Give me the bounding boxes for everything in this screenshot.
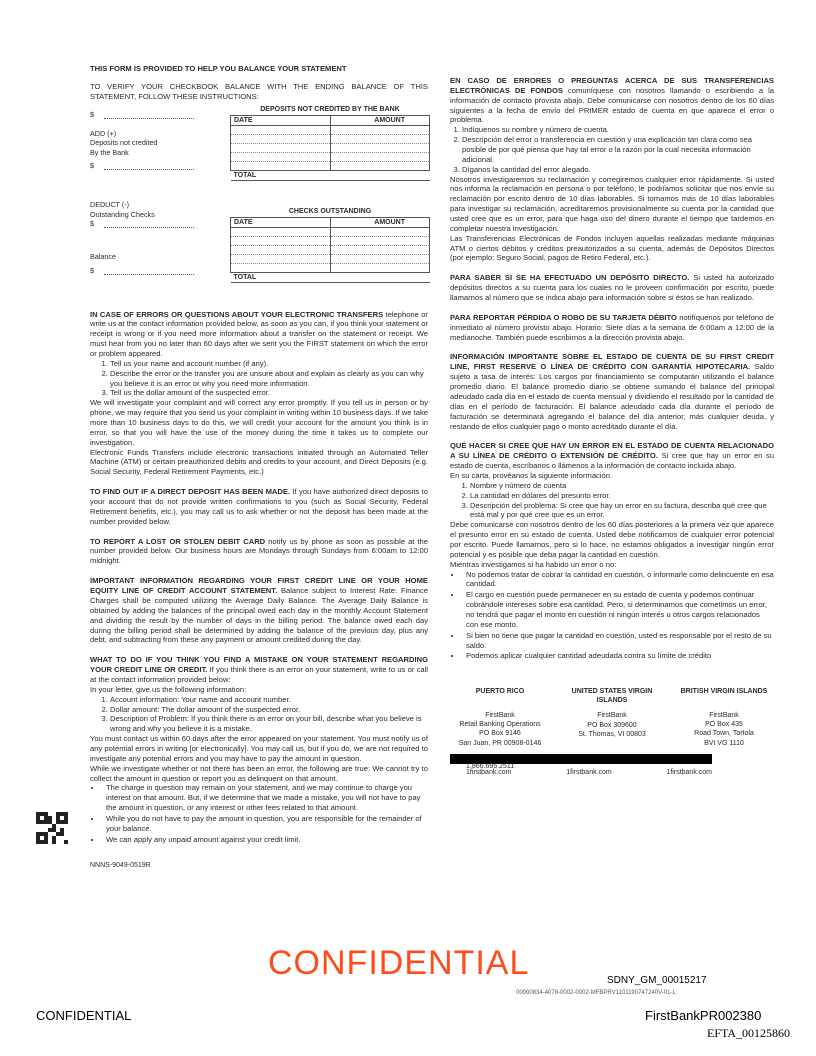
mistake-investigate: While we investigate whether or not there has been an error, the following are true: We cannot try to collect the amount in question or report you as delinquent on that amount. [90, 763, 428, 783]
bates-number: SDNY_GM_00015217 [607, 975, 707, 986]
table-cell [330, 135, 430, 144]
amount-line [104, 227, 194, 228]
list-item: • Podemos aplicar cualquier cantidad adeudada contra su límite de crédito [462, 651, 774, 661]
branch-name: PUERTO RICO [475, 688, 525, 696]
balance-worksheet [90, 104, 428, 304]
date-header: DATE [231, 218, 331, 228]
list-item: 1. Tell us your name and account number (if any). [110, 359, 428, 369]
deposit-body: If you have authorized direct deposits to your account that do not provide written confirmations to you (such as Social Security, Federal Retirement benefits, etc.), you may call us to ask whether or not the deposit has been made at the number provided below. [90, 487, 428, 526]
errors-steps-es [462, 125, 774, 174]
mistake-section-es [450, 441, 774, 471]
deposit-section [90, 487, 428, 526]
list-item: 3. Tell us the dollar amount of the suspected error. [110, 388, 428, 398]
list-item: 3. Description of Problem: If you think there is an error on your bill, describe what you believe is wrong and why you believe it is a mistake. [110, 714, 428, 734]
address-line: St. Thomas, VI 00803 [578, 730, 646, 738]
errors-after: We will investigate your complaint and will correct any error promptly. If you tell us in person or by phone, we may require that you send us your complaint in writing within 10 business days. If we take more than 10 business days to do this, we will credit your account for the amount you think is in error, so that you will have the use of the money during the time it takes us to complete our investigation. [90, 398, 428, 447]
table-cell [231, 264, 331, 273]
mistake-letter-es: En su carta, provéanos la siguiente información. [450, 470, 613, 480]
mistake-body: If you think there is an error on your statement, write to us or call at the contact information provided below: [90, 665, 428, 684]
branch-name: UNITED STATES VIRGIN ISLANDS [571, 688, 653, 705]
table-cell [231, 153, 331, 162]
intro-text: TO VERIFY YOUR CHECKBOOK BALANCE WITH THE ENDING BALANCE OF THIS STATEMENT, FOLLOW THESE INSTRUCTIONS: [90, 81, 428, 101]
address-line: Retail Banking Operations [459, 721, 541, 729]
list-item: 1. Nombre y número de cuenta [470, 481, 774, 491]
errors-section-es [450, 76, 774, 125]
table-cell [231, 228, 331, 237]
table-cell [231, 135, 331, 144]
deposits-title: DEPOSITS NOT CREDITED BY THE BANK [231, 104, 430, 116]
address-line: PO Box 9146 [479, 730, 521, 738]
table-cell [231, 144, 331, 153]
bank-id: FirstBankPR002380 [645, 1008, 762, 1023]
errors-after-es: Nosotros investigaremos su reclamación y corregiremos cualquier error rápidamente. Si usted nos informa la reclamación en persona o por teléfono, le podríamos solicitar que nos envíe su reclamación por escrito dentro de 10 días laborables. Si tomamos más de 10 días laborables para investigar su reclamación, acreditaremos provisionalmente su cuenta por la cantidad que usted cree que es un error, para que haga uso del dinero durante el tiempo que tardemos en completar nuestra investigación. [450, 174, 774, 233]
add-desc: Deposits not credited By the Bank [90, 138, 158, 157]
form-code: NNNS-9049-0519R [90, 861, 151, 869]
english-column [90, 64, 428, 870]
lost-card-title: TO REPORT A LOST OR STOLEN DEBIT CARD [90, 536, 266, 546]
address-line: FirstBank [597, 712, 627, 720]
list-item: • While you do not have to pay the amount in question, you are responsible for the remainder of your balance. [102, 814, 428, 834]
dollar-sign: $ [90, 161, 94, 171]
form-heading: THIS FORM IS PROVIDED TO HELP YOU BALANCE YOUR STATEMENT [90, 64, 347, 73]
list-item: 2. Describe the error or the transfer you are unsure about and explain as clearly as you can why you believe it is an error or why you need more information. [110, 369, 428, 389]
errors-section [90, 310, 428, 359]
lost-card-section-es [450, 313, 774, 343]
deposit-body-es: Si usted ha autorizado depósitos directos a su cuenta para los cuales no le proveen confirmación por escrito, puede llamarnos al número que se indica abajo para información sobre si éstos se han realizado. [450, 273, 774, 303]
errors-body: telephone or write us at the contact information provided below, as soon as you can, if you think your statement or receipt is wrong or if you need more information about a transfer on the statement or receipt. We must hear from you no later than 60 days after we sent you the FIRST statement on which the error or problem appeared. [90, 309, 428, 359]
list-item: • No podemos tratar de cobrar la cantidad en cuestión, o informarle como delincuente en esa cantidad. [462, 570, 774, 590]
amount-line [104, 169, 194, 170]
amount-line [104, 118, 194, 119]
confidential-stamp: CONFIDENTIAL [268, 944, 530, 982]
address-line: PO Box 435 [705, 721, 743, 729]
list-item: 2. La cantidad en dólares del presunto error. [470, 491, 774, 501]
deposits-table [230, 104, 430, 182]
branch-bvi [674, 687, 774, 747]
total-label: TOTAL [231, 171, 331, 181]
credit-line-title: IMPORTANT INFORMATION REGARDING YOUR FIRST CREDIT LINE OR YOUR HOME EQUITY LINE OF CREDIT ACCOUNT STATEMENT. [90, 576, 428, 596]
lost-card-title-es: PARA REPORTAR PÉRDIDA O ROBO DE SU TARJETA DÉBITO [450, 312, 677, 322]
mistake-investigate-es: Mientras investigamos si ha habido un error o no: [450, 559, 617, 569]
checks-table [230, 206, 430, 284]
balance-label: Balance [90, 252, 116, 262]
date-header: DATE [231, 116, 331, 126]
table-cell [231, 246, 331, 255]
list-item: 1. Account information: Your name and account number. [110, 695, 428, 705]
address-line: Road Town, Tortola [694, 730, 754, 738]
mistake-bullets-es [462, 570, 774, 662]
website-link: 1firstbank.com [666, 768, 712, 776]
mistake-steps-es [470, 481, 774, 520]
deduct-desc: Outstanding Checks [90, 209, 155, 219]
address-line: PO Box 309600 [587, 721, 637, 729]
table-cell [330, 144, 430, 153]
branch-usvi [562, 687, 662, 747]
deposit-section-es [450, 273, 774, 303]
amount-header: AMOUNT [330, 218, 430, 228]
branch-name: BRITISH VIRGIN ISLANDS [680, 688, 768, 696]
table-cell [231, 237, 331, 246]
table-cell [330, 273, 430, 283]
checks-title: CHECKS OUTSTANDING [231, 206, 430, 218]
dollar-sign: $ [90, 109, 94, 119]
document-code: 00000834-4078-0002-0002-MFBPRV1101190747240V-01-L [516, 990, 676, 996]
table-cell [330, 153, 430, 162]
worksheet-labels [90, 104, 222, 276]
lost-card-body: notify us by phone as soon as possible at the number provided below. Our business hours are Mondays through Sundays from 6:00am to 12:00 midnight. [90, 536, 428, 566]
credit-line-body: Balance subject to Interest Rate: Finance Charges shall be computed utilizing the Average Daily Balance. The Average Daily Balance is obtained by adding the balances of the principal owed each day in the monthly Account Statement and dividing the result by the number of days in the billing period. The balance owed each day during the billing period shall be determined by adding the balance of the previous day, plus any debt, and subtracting from these any payment or amount credited during the day. [90, 586, 428, 645]
list-item: 1. Indíquenos su nombre y número de cuenta. [462, 125, 774, 135]
table-cell [231, 126, 331, 135]
mistake-section [90, 655, 428, 685]
table-cell [330, 126, 430, 135]
mistake-bullets [102, 783, 428, 844]
list-item: 3. Descripción del problema: Si cree que hay un error en su factura, describa qué cree que está mal y por qué cree que es un error. [470, 501, 774, 521]
qr-code-icon [36, 812, 68, 844]
errors-steps [110, 359, 428, 398]
table-cell [231, 255, 331, 264]
list-item: • Si bien no tiene que pagar la cantidad en cuestión, usted es responsable por el resto de su saldo. [462, 631, 774, 651]
website-link: 1firstbank.com [466, 768, 512, 776]
dollar-sign: $ [90, 265, 94, 275]
table-cell [330, 171, 430, 181]
address-line: FirstBank [709, 712, 739, 720]
table-cell [330, 228, 430, 237]
deduct-label: DEDUCT (-) [90, 200, 129, 210]
list-item: 2. Descripción del error o transferencia en cuestión y una explicación tan clara como sea posible de por qué piensa que hay tal error o la razón por la cual necesita información adicional. [462, 135, 774, 165]
credit-line-section [90, 576, 428, 645]
list-item: 2. Dollar amount: The dollar amount of the suspected error. [110, 705, 428, 715]
address-line: San Juan, PR 00908-0146 [458, 739, 542, 747]
deposit-title-es: PARA SABER SI SE HA EFECTUADO UN DEPÓSITO DIRECTO. [450, 273, 690, 283]
deposit-title: TO FIND OUT IF A DIRECT DEPOSIT HAS BEEN MADE. [90, 487, 291, 497]
errors-body-es: comuníquese con nosotros llamando o escribiendo a la información de contacto provista abajo. Debe comunicarse con nosotros dentro de los 60 días siguientes a la fecha de envío del PRIMER estado de cuenta en que aparece el error o problema. [450, 85, 774, 125]
website-link: 1firstbank.com [566, 768, 612, 776]
credit-line-body-es: Saldo sujeto a tasa de interés: Los cargos por financiamiento se computarán utilizando el balance promedio diario. El balance promedio diario se obtiene sumando el balance del principal adeudado cada día en el estado de cuenta mensual y dividiendo el resultado por la cantidad de días en el período de facturación. El balance adeudado cada día durante el período de facturación se determinará agregando el balance del día anterior, más cualquier deuda, y restando de ellos cualquier pago o monto acreditado durante el día. [450, 362, 774, 431]
dollar-sign: $ [90, 219, 94, 229]
list-item: 3. Díganos la cantidad del error alegado. [462, 165, 774, 175]
phone-partial: 1.866.695.2511 [466, 762, 515, 770]
table-cell [330, 246, 430, 255]
table-cell [330, 255, 430, 264]
mistake-body-es: Si cree que hay un error en su estado de cuenta, escríbanos o llámenos a la información de contacto incluida abajo. [450, 451, 774, 471]
confidential-label: CONFIDENTIAL [36, 1008, 132, 1023]
list-item: • El cargo en cuestión puede permanecer en su estado de cuenta y podemos continuar cobrándole intereses sobre esa cantidad. Pero, si determinamos que cometimos un error, no tendrá que pagar el monto en cuestión ni ningún interés u otros cargos relacionados con ese monto. [462, 590, 774, 629]
efta-number: EFTA_00125860 [707, 1026, 791, 1040]
add-label: ADD (+) [90, 128, 117, 138]
table-cell [330, 264, 430, 273]
mistake-after-es: Debe comunicarse con nosotros dentro de los 60 días posteriores a la primera vez que aparece el presunto error en su estado de cuenta. Usted debe notificarnos de cualquier error potencial por escrito. Puede llamarnos, pero si lo hace, no estamos obligados a investigar ningún error potencial y es posible que deba pagar la cantidad en cuestión. [450, 520, 774, 559]
errors-title-es: EN CASO DE ERRORES O PREGUNTAS ACERCA DE SUS TRANSFERENCIAS ELECTRÓNICAS DE FONDOS [450, 76, 774, 95]
list-item: • The charge in question may remain on your statement, and we may continue to charge you interest on that amount. But, if we determine that we made a mistake, you will not have to pay the amount in question, or any interest or other fees related to that amount. [102, 783, 428, 813]
branch-addresses [450, 687, 774, 747]
credit-line-title-es: INFORMACIÓN IMPORTANTE SOBRE EL ESTADO DE CUENTA DE SU FIRST CREDIT LINE, FIRST RESERVE O LÍNEA DE CRÉDITO CON GARANTÍA HIPOTECARIA. [450, 352, 774, 372]
spanish-column [450, 76, 774, 777]
mistake-letter: In your letter, give us the following information: [90, 684, 247, 694]
amount-line [104, 274, 194, 275]
list-item: • We can apply any unpaid amount against your credit limit. [102, 835, 428, 845]
address-line: FirstBank [485, 712, 515, 720]
table-cell [330, 237, 430, 246]
credit-line-section-es [450, 352, 774, 431]
mistake-title-es: QUÉ HACER SI CREE QUE HAY UN ERROR EN EL ESTADO DE CUENTA RELACIONADO A SU LÍNEA DE CRÉDITO O EXTENSIÓN DE CRÉDITO. [450, 441, 774, 461]
errors-eft-es: Las Transferencias Electrónicas de Fondos incluyen aquellas realizadas mediante máquinas ATM o ciertos débitos y créditos preautorizados a su cuenta, además de Depósitos Directos (por ejemplo: Seguro Social, pagos de Retiro Federal, etc.). [450, 233, 774, 263]
branch-puerto-rico [450, 687, 550, 747]
total-label: TOTAL [231, 273, 331, 283]
lost-card-section [90, 537, 428, 567]
address-line: BVI VG 1110 [704, 739, 744, 747]
mistake-after: You must contact us within 60 days after the error appeared on your statement. You must notify us of any potential errors in writing [or electronically]. You may call us, but if you do, we are not required to investigate any potential errors and you may have to pay the amount in question. [90, 734, 428, 763]
amount-header: AMOUNT [330, 116, 430, 126]
mistake-steps [110, 695, 428, 734]
errors-title: IN CASE OF ERRORS OR QUESTIONS ABOUT YOUR ELECTRONIC TRANSFERS [90, 309, 384, 319]
lost-card-body-es: notifíquenos por teléfono de inmediato al número provisto abajo. Horario: Siete días a la semana de 6:00am a 12:00 de la medianoche. También puede escribirnos a la dirección provista abajo. [450, 312, 775, 342]
table-cell [231, 162, 331, 171]
errors-eft: Electronic Funds Transfers include electronic transactions initiated through an Automated Teller Machine (ATM) or certain preauthorized debits and credits to your account, and Direct Deposits (e.g. Social Security, Federal Retirement Payments, etc.) [90, 447, 428, 477]
table-cell [330, 162, 430, 171]
mistake-title: WHAT TO DO IF YOU THINK YOU FIND A MISTAKE ON YOUR STATEMENT REGARDING YOUR CREDIT LINE OR CREDIT. [90, 655, 428, 675]
